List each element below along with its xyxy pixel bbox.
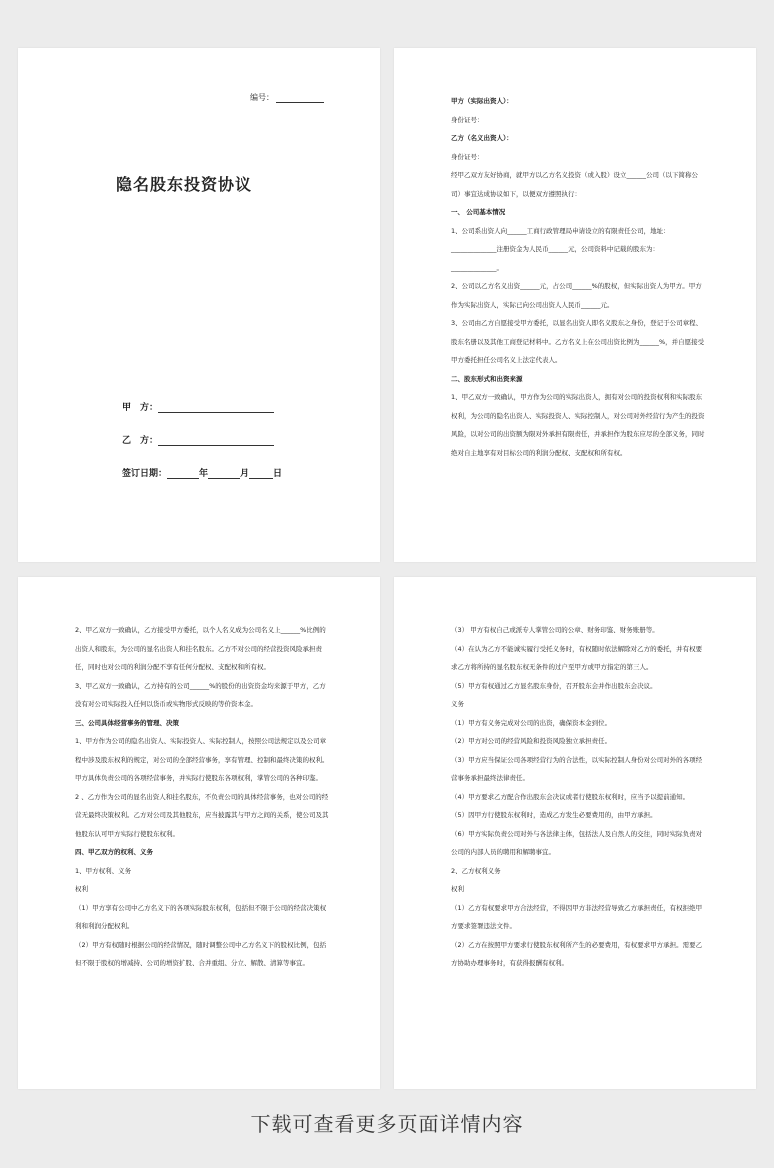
serial-label: 编号： [250, 93, 274, 102]
paragraph: （2）乙方在按照甲方要求行使股东权利所产生的必要费用，有权要求甲方承担。需要乙方协助办理事务时，有获得报酬有权利。 [451, 940, 703, 967]
day-label: 日 [273, 469, 283, 479]
download-more-caption: 下载可查看更多页面详情内容 [250, 1112, 524, 1136]
day-blank [249, 469, 273, 479]
serial-blank [276, 94, 324, 103]
document-page-cover [18, 48, 380, 562]
paragraph: 权利 [451, 885, 464, 893]
paragraph: 义务 [451, 700, 464, 708]
party-a-signature [122, 400, 274, 413]
paragraph: 经甲乙双方友好协商，就甲方以乙方名义投资（或入股）设立______公司（以下简称公司）事宜达成协议如下，以便双方遵照执行： [451, 171, 698, 198]
section-heading: 三、公司具体经营事务的管理、决策 [75, 718, 179, 727]
page-3-body [75, 621, 331, 973]
serial-number [250, 92, 324, 103]
paragraph: 3、甲乙双方一致确认，乙方持有的公司______%的股份的出资资金均来源于甲方，乙方没有对公司实际投入任何以货币或实物形式反映的等价资本金。 [75, 681, 326, 708]
month-blank [208, 469, 240, 479]
party-a-blank [158, 403, 274, 413]
year-blank [167, 469, 199, 479]
paragraph: （6）甲方实际负责公司对外与各法律主体，包括法人及自然人的交往，同时实际负责对公司的内部人员的聘用和解聘事宜。 [451, 829, 703, 856]
paragraph: （5）甲方有权通过乙方显名股东身份，召开股东会并作出股东会决议。 [451, 681, 657, 690]
paragraph: 2 、乙方作为公司的显名出资人和挂名股东，不负责公司的具体经营事务，也对公司的经营无最终决策权利。乙方对公司及其他股东，应当披露其与甲方之间的关系，使公司及其他股东认可甲方实际行使股东权利。 [75, 792, 329, 838]
section-heading: 四、甲乙双方的权利、义务 [75, 848, 153, 856]
party-a-label: 甲 方： [122, 403, 159, 413]
section-heading: 一、 公司基本情况 [451, 208, 506, 216]
paragraph: 身份证号： [451, 115, 484, 124]
paragraph: 身份证号： [451, 152, 484, 161]
paragraph: （3） 甲方有权自己或派专人掌管公司的公章、财务印鉴、财务账册等。 [451, 626, 659, 634]
paragraph: 1、甲方权利、义务 [75, 866, 132, 875]
sign-date [122, 466, 282, 479]
party-b-label: 乙 方： [122, 436, 159, 446]
document-page-2 [394, 48, 756, 562]
paragraph: 3、公司由乙方自愿接受甲方委托，以显名出资人即名义股东之身份，登记于公司章程、股东名册以及其他工商登记材料中。乙方名义上在公司出资比例为______%，并自愿接受甲方委托担任公司名义上法定代表人。 [451, 319, 705, 364]
document-page-3 [18, 577, 380, 1089]
paragraph: 1、甲方作为公司的隐名出资人、实际投资人、实际控制人，按照公司法规定以及公司章程中涉及股东权利的规定，对公司的全部经营事务，享有管理、控制和最终决策的权利。甲方具体负责公司的各项经营事务，并实际行使股东各项权利，掌管公司的各种印鉴。 [75, 737, 329, 782]
section-heading: 乙方（名义出资人）： [451, 134, 513, 142]
paragraph: （2）甲方对公司的经营风险和投资风险独立承担责任。 [451, 737, 612, 745]
party-b-signature [122, 433, 274, 446]
document-title: 隐名股东投资协议 [115, 175, 252, 194]
section-heading: 二、股东形式和出资来源 [451, 374, 523, 383]
month-label: 月 [240, 469, 250, 479]
page-2-body [451, 92, 707, 462]
paragraph: 权利 [75, 885, 88, 893]
paragraph: 1、公司系出资人向______工商行政管理局申请设立的有限责任公司，地址：______________注册资金为人民币______元，公司资料中记载的股东为：______________。 [451, 226, 670, 272]
paragraph: （1）甲方享有公司中乙方名义下的各项实际股东权利，包括但不限于公司的经营决策权利和利润分配权利。 [75, 903, 327, 930]
year-label: 年 [199, 469, 209, 479]
paragraph: 2、甲乙双方一致确认，乙方接受甲方委托，以个人名义成为公司名义上______%比例的出资人和股东，为公司的显名出资人和挂名股东。乙方不对公司的经营投资风险承担责任，同时也对公司的利润分配不享有任何分配权、支配权和所有权。 [75, 626, 326, 671]
page-4-body [451, 621, 707, 973]
paragraph: （3）甲方应当保证公司各项经营行为的合法性，以实际控制人身份对公司对外的各项经营事务承担最终法律责任。 [451, 755, 703, 782]
document-page-4 [394, 577, 756, 1089]
paragraph: （4）甲方要求乙方配合作出股东会决议或者行使股东权利时，应当予以提前通知。 [451, 792, 690, 801]
paragraph: （4）在认为乙方不能诚实履行受托义务时，有权随时依法解除对乙方的委托，并有权要求乙方将所持的显名股东权无条件的过户至甲方或甲方指定的第三人。 [451, 644, 703, 671]
sign-date-label: 签订日期： [122, 469, 168, 479]
paragraph: （1）乙方有权要求甲方合法经营，不得因甲方非法经营导致乙方承担责任，有权拒绝甲方要求签署违法文件。 [451, 903, 703, 930]
paragraph: （5）因甲方行使股东权利时，造成乙方发生必要费用的，由甲方承担。 [451, 811, 657, 819]
paragraph: 2、公司以乙方名义出资______元，占公司______%的股权，但实际出资人为甲方。甲方作为实际出资人，实际已向公司出资人人民币______元。 [451, 282, 702, 309]
paragraph: 2、乙方权利义务 [451, 866, 501, 875]
paragraph: （2）甲方有权随时根据公司的经营情况，随时调整公司中乙方名义下的股权比例，包括但不限于股权的增减持、公司的增资扩股、合并重组、分立、解散、清算等事宜。 [75, 940, 327, 967]
section-heading: 甲方（实际出资人）： [451, 97, 513, 105]
party-b-blank [158, 436, 274, 446]
paragraph: 1、甲乙双方一致确认，甲方作为公司的实际出资人，拥有对公司的投资权利和实际股东权利，为公司的隐名出资人、实际投资人、实际控制人，对公司对外经营行为产生的投资风险，以对公司的出资额为限对外承担有限责任，并承担作为股东应尽的全部义务，同时绝对自主地享有对目标公司的利润分配权、支配权和所有权。 [451, 393, 705, 457]
paragraph: （1）甲方有义务完成对公司的出资，确保资本金到位。 [451, 718, 612, 727]
